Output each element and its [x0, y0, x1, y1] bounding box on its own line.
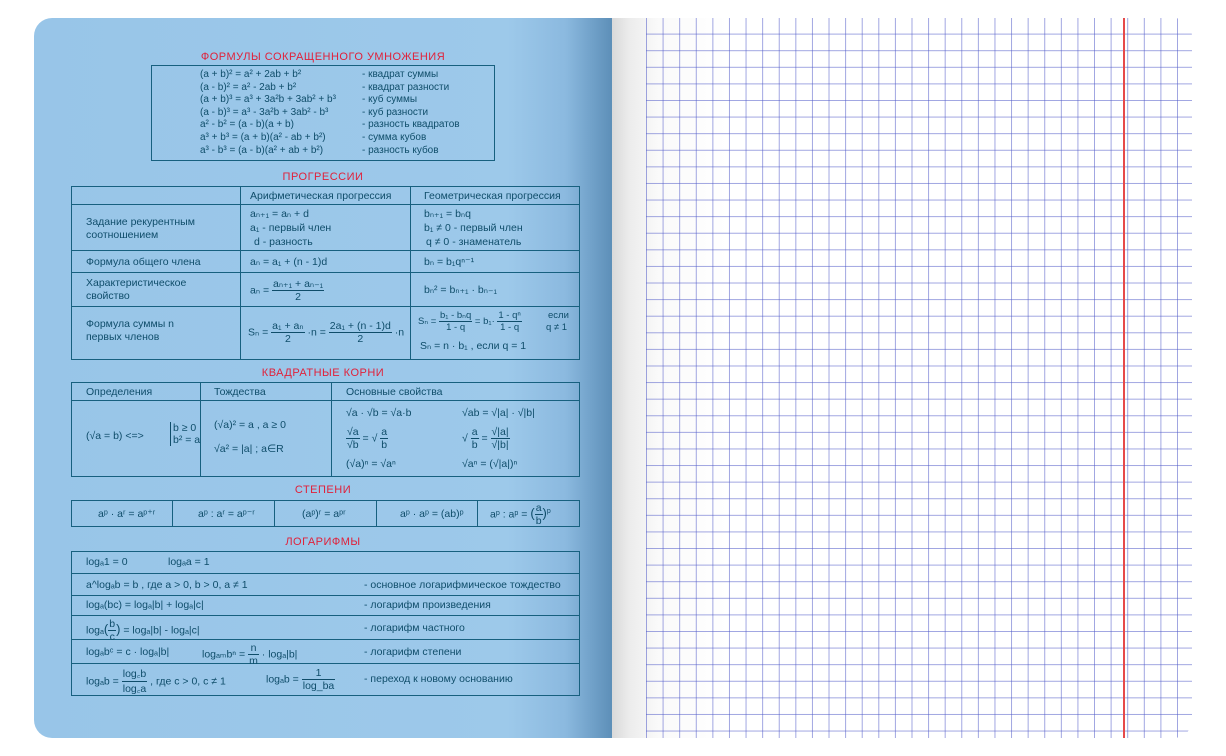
log-identity: a^logₐb = b , где a > 0, b > 0, a ≠ 1 — [86, 579, 248, 591]
col-identities: Тождества — [214, 386, 266, 398]
log-quotient-desc: - логарифм частного — [364, 622, 465, 634]
arith-first-term: a₁ - первый член — [250, 222, 332, 234]
row-recurrent-label-2: соотношением — [86, 229, 159, 241]
geom-sum-cond-2: q ≠ 1 — [546, 322, 568, 333]
geom-ratio: q ≠ 0 - знаменатель — [426, 236, 522, 248]
formula-expression: (a + b)² = a² + 2ab + b² — [200, 69, 302, 80]
cover-reference-page — [34, 18, 612, 738]
log-change-base: logₐb = $\frac{\log꜀b}{\log꜀a}$ , где c > 0, c ≠ 1 — [86, 668, 226, 695]
formula-expression: (a - b)³ = a³ - 3a²b + 3ab² - b³ — [200, 106, 329, 118]
formula-description: - квадрат суммы — [362, 69, 439, 80]
root-prop-1: √a · √b = √a·b — [346, 407, 412, 419]
row-char-label-2: свойство — [86, 290, 130, 302]
col-arithmetic: Арифметическая прогрессия — [250, 190, 392, 202]
root-identity-1: (√a)² = a , a ≥ 0 — [214, 419, 286, 431]
root-definition-conditions: b ≥ 0 b² = a — [170, 422, 200, 446]
formula-expression: a² - b² = (a - b)(a + b) — [200, 119, 294, 131]
geom-sum: Sₙ = $\frac{\text{b₁ - bₙq}}{1 - q}$ = b₁· $\frac{\text{1 - qⁿ}}{1 - q}$ — [418, 310, 521, 333]
power-rule-4: aᵖ · aᵖ = (ab)ᵖ — [400, 508, 464, 520]
geom-characteristic: bₙ² = bₙ₊₁ · bₙ₋₁ — [424, 284, 498, 296]
root-prop-6: √aⁿ = (√|a|)ⁿ — [462, 458, 518, 470]
arith-difference: d - разность — [254, 236, 313, 248]
log-identity-desc: - основное логарифмическое тождество — [364, 579, 561, 591]
log-change-base-desc: - переход к новому основанию — [364, 673, 513, 685]
col-definitions: Определения — [86, 386, 153, 398]
log-base: logₐa = 1 — [168, 556, 210, 568]
root-definition: (√a = b) <=> — [86, 430, 144, 442]
row-recurrent-label: Задание рекурентным — [86, 216, 195, 228]
power-rule-1: aᵖ · aʳ = aᵖ⁺ʳ — [98, 508, 156, 520]
formula-expression: (a + b)³ = a³ + 3a²b + 3ab² + b³ — [200, 94, 336, 106]
powers-heading: СТЕПЕНИ — [294, 484, 352, 496]
arith-sum: Sₙ = $\frac{\text{a₁ + aₙ}}{2}$ ·n = $\frac{\text{2a₁ + (n - 1)d}}{2}$ ·n — [248, 320, 405, 345]
geom-recurrent: bₙ₊₁ = bₙq — [424, 208, 471, 220]
root-identity-2: √a² = |a| ; a∈R — [214, 443, 284, 455]
formula-expression: a³ + b³ = (a + b)(a² - ab + b²) — [200, 132, 326, 143]
formula-description: - разность кубов — [362, 144, 439, 156]
formula-expression: (a - b)² = a² - 2ab + b² — [200, 81, 297, 93]
arith-recurrent: aₙ₊₁ = aₙ + d — [250, 208, 309, 220]
power-rule-2: aᵖ : aʳ = aᵖ⁻ʳ — [198, 508, 255, 520]
formula-expression: a³ - b³ = (a - b)(a² + ab + b²) — [200, 144, 324, 156]
col-geometric: Геометрическая прогрессия — [424, 190, 561, 202]
progressions-heading: ПРОГРЕССИИ — [282, 171, 364, 183]
row-sum-label-2: первых членов — [86, 331, 160, 343]
formula-description: - куб суммы — [362, 94, 418, 106]
root-prop-2: √ab = √|a| · √|b| — [462, 407, 535, 419]
formula-description: - сумма кубов — [362, 132, 427, 143]
log-power-2: logₐₘbⁿ = $\frac{n}{m}$ · logₐ|b| — [202, 642, 298, 667]
log-power: logₐbᶜ = c · logₐ|b| — [86, 646, 170, 658]
col-properties: Основные свойства — [346, 386, 443, 398]
open-notebook — [34, 18, 1192, 738]
log-one: logₐ1 = 0 — [86, 556, 128, 568]
log-power-desc: - логарифм степени — [364, 646, 462, 658]
power-rule-5: aᵖ : aᵖ = ( $\frac{a}{b}$ )$^p$ — [490, 502, 551, 527]
geom-sum-cond: если — [548, 310, 569, 321]
formula-description: - квадрат разности — [362, 81, 450, 93]
log-product: logₐ(bc) = logₐ|b| + logₐ|c| — [86, 599, 204, 611]
row-general-label: Формула общего члена — [86, 256, 201, 268]
logs-heading: ЛОГАРИФМЫ — [285, 536, 361, 548]
red-margin-line — [1123, 18, 1125, 738]
root-prop-3: $\frac{√a}{√b}$ = √ $\frac{a}{b}$ — [347, 426, 388, 451]
row-char-label: Характеристическое — [86, 277, 187, 289]
row-sum-label: Формула суммы n — [86, 318, 175, 330]
arith-characteristic: aₙ = $\frac{\text{aₙ₊₁ + aₙ₋₁}}{2}$ — [250, 278, 324, 303]
geom-first-term: b₁ ≠ 0 - первый член — [424, 222, 523, 234]
square-grid — [646, 18, 1192, 738]
grid-paper-page — [612, 18, 1192, 738]
log-product-desc: - логарифм произведения — [364, 599, 491, 611]
roots-heading: КВАДРАТНЫЕ КОРНИ — [261, 367, 385, 379]
arith-general: aₙ = a₁ + (n - 1)d — [250, 256, 328, 268]
log-quotient: logₐ( $\frac{b}{c}$ ) = logₐ|b| - logₐ|c| — [86, 618, 200, 643]
formulas-heading: ФОРМУЛЫ СОКРАЩЕННОГО УМНОЖЕНИЯ — [200, 51, 446, 63]
geom-sum-q1: Sₙ = n · b₁ , если q = 1 — [420, 340, 527, 352]
root-prop-4: √ $\frac{a}{b}$ = $\frac{√|a|}{√|b|}$ — [462, 426, 509, 451]
root-prop-5: (√a)ⁿ = √aⁿ — [346, 458, 396, 470]
power-rule-3: (aᵖ)ʳ = aᵖʳ — [302, 508, 346, 520]
formula-description: - куб разности — [362, 106, 429, 118]
formula-description: - разность квадратов — [362, 119, 460, 131]
log-change-base-2: logₐb = $\frac{1}{\log\_ba}$ — [266, 667, 335, 692]
geom-general: bₙ = b₁qⁿ⁻¹ — [424, 256, 475, 268]
